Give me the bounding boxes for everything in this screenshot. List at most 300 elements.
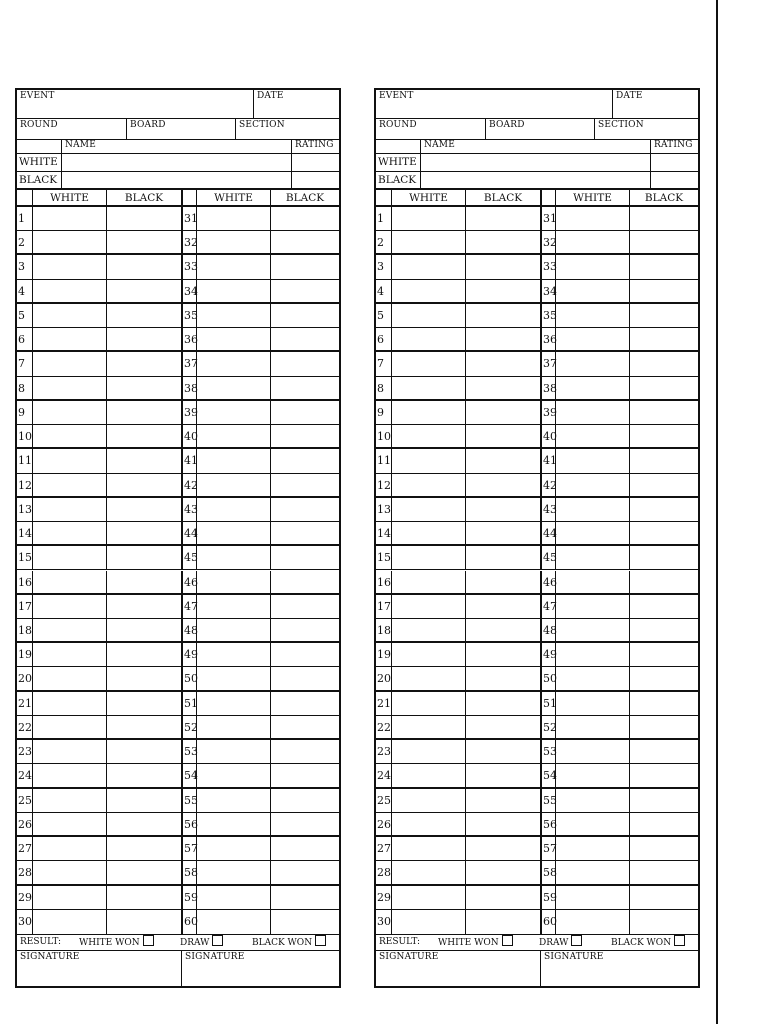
black-move-cell[interactable] xyxy=(629,231,698,253)
white-move-cell[interactable] xyxy=(32,401,106,424)
white-move-cell[interactable] xyxy=(555,667,629,689)
white-signature-field[interactable] xyxy=(376,951,540,986)
white-move-cell[interactable] xyxy=(555,886,629,909)
black-move-cell[interactable] xyxy=(270,449,339,472)
black-move-cell[interactable] xyxy=(629,498,698,521)
black-move-cell[interactable] xyxy=(465,910,540,934)
move-number: 28 xyxy=(18,866,32,880)
black-move-cell[interactable] xyxy=(270,910,339,934)
black-name-field[interactable] xyxy=(420,172,650,188)
black-move-cell[interactable] xyxy=(270,619,339,641)
white-move-cell[interactable] xyxy=(391,207,465,230)
black-col-header-1: BLACK xyxy=(106,190,181,205)
black-signature-field[interactable] xyxy=(540,951,698,986)
white-move-cell[interactable] xyxy=(196,813,270,835)
white-move-cell[interactable] xyxy=(391,764,465,786)
move-number: 52 xyxy=(181,716,196,738)
white-move-cell[interactable] xyxy=(555,449,629,472)
white-won-option[interactable] xyxy=(79,935,154,950)
black-move-cell[interactable] xyxy=(106,449,181,472)
black-move-cell[interactable] xyxy=(629,667,698,689)
white-move-cell[interactable] xyxy=(196,595,270,618)
white-move-cell[interactable] xyxy=(196,667,270,689)
white-move-cell[interactable] xyxy=(32,328,106,350)
black-move-cell[interactable] xyxy=(629,643,698,666)
white-move-cell[interactable] xyxy=(196,352,270,375)
white-move-cell[interactable] xyxy=(196,740,270,763)
black-move-cell[interactable] xyxy=(629,619,698,641)
white-move-cell[interactable] xyxy=(555,764,629,786)
black-move-cell[interactable] xyxy=(465,425,540,447)
white-move-cell[interactable] xyxy=(196,522,270,544)
white-move-cell[interactable] xyxy=(555,643,629,666)
white-move-cell[interactable] xyxy=(555,910,629,934)
white-move-cell[interactable] xyxy=(555,789,629,812)
black-move-cell[interactable] xyxy=(106,207,181,230)
move-number: 6 xyxy=(377,333,384,347)
black-won-option[interactable] xyxy=(611,935,685,950)
draw-checkbox[interactable] xyxy=(571,935,582,946)
event-row xyxy=(376,90,698,119)
white-move-cell[interactable] xyxy=(32,425,106,447)
white-move-cell[interactable] xyxy=(391,425,465,447)
white-move-cell[interactable] xyxy=(391,886,465,909)
move-number: 31 xyxy=(540,207,555,230)
move-number: 32 xyxy=(540,231,555,253)
white-move-cell[interactable] xyxy=(391,813,465,835)
black-move-cell[interactable] xyxy=(629,789,698,812)
black-move-cell[interactable] xyxy=(106,304,181,327)
black-move-cell[interactable] xyxy=(270,207,339,230)
black-won-option[interactable] xyxy=(252,935,326,950)
white-move-cell[interactable] xyxy=(555,692,629,715)
black-move-cell[interactable] xyxy=(270,546,339,569)
black-won-checkbox[interactable] xyxy=(674,935,685,946)
white-move-cell[interactable] xyxy=(196,304,270,327)
round-field[interactable] xyxy=(17,119,126,139)
black-move-cell[interactable] xyxy=(465,280,540,302)
event-field[interactable] xyxy=(17,90,253,118)
white-move-cell[interactable] xyxy=(32,231,106,253)
black-rating-field[interactable] xyxy=(650,172,698,188)
black-move-cell[interactable] xyxy=(629,716,698,738)
black-move-cell[interactable] xyxy=(106,595,181,618)
black-player-label: BLACK xyxy=(378,174,417,186)
white-move-cell[interactable] xyxy=(32,304,106,327)
white-move-cell[interactable] xyxy=(555,425,629,447)
black-move-cell[interactable] xyxy=(106,328,181,350)
white-move-cell[interactable] xyxy=(196,643,270,666)
white-move-cell[interactable] xyxy=(32,789,106,812)
white-move-cell[interactable] xyxy=(391,377,465,399)
black-won-checkbox[interactable] xyxy=(315,935,326,946)
white-move-cell[interactable] xyxy=(32,377,106,399)
black-move-cell[interactable] xyxy=(270,764,339,786)
white-move-cell[interactable] xyxy=(32,449,106,472)
white-move-cell[interactable] xyxy=(391,861,465,883)
move-row xyxy=(17,231,339,255)
black-move-cell[interactable] xyxy=(270,813,339,835)
white-rating-field[interactable] xyxy=(650,154,698,171)
white-move-cell[interactable] xyxy=(555,255,629,278)
white-move-cell[interactable] xyxy=(196,716,270,738)
move-row xyxy=(376,886,698,910)
round-field[interactable] xyxy=(376,119,485,139)
black-move-cell[interactable] xyxy=(465,861,540,883)
white-move-cell[interactable] xyxy=(391,546,465,569)
white-move-cell[interactable] xyxy=(196,207,270,230)
white-move-cell[interactable] xyxy=(391,716,465,738)
black-move-cell[interactable] xyxy=(270,740,339,763)
black-move-cell[interactable] xyxy=(270,716,339,738)
white-move-cell[interactable] xyxy=(391,595,465,618)
white-move-cell[interactable] xyxy=(196,546,270,569)
black-move-cell[interactable] xyxy=(106,280,181,302)
black-move-cell[interactable] xyxy=(465,571,540,593)
black-move-cell[interactable] xyxy=(465,692,540,715)
white-move-cell[interactable] xyxy=(555,571,629,593)
black-move-cell[interactable] xyxy=(465,522,540,544)
black-move-cell[interactable] xyxy=(629,910,698,934)
white-move-cell[interactable] xyxy=(32,619,106,641)
white-move-cell[interactable] xyxy=(196,425,270,447)
black-move-cell[interactable] xyxy=(106,231,181,253)
black-move-cell[interactable] xyxy=(270,522,339,544)
white-move-cell[interactable] xyxy=(555,377,629,399)
black-move-cell[interactable] xyxy=(465,328,540,350)
white-move-cell[interactable] xyxy=(196,619,270,641)
black-move-cell[interactable] xyxy=(270,474,339,496)
black-move-cell[interactable] xyxy=(106,692,181,715)
white-move-cell[interactable] xyxy=(555,716,629,738)
section-field[interactable] xyxy=(594,119,698,139)
white-move-cell[interactable] xyxy=(32,352,106,375)
move-number: 56 xyxy=(540,813,555,835)
black-move-cell[interactable] xyxy=(465,837,540,860)
black-move-cell[interactable] xyxy=(270,498,339,521)
black-move-cell[interactable] xyxy=(270,692,339,715)
black-move-cell[interactable] xyxy=(270,401,339,424)
move-number: 43 xyxy=(540,498,555,521)
white-move-cell[interactable] xyxy=(196,401,270,424)
black-move-cell[interactable] xyxy=(465,449,540,472)
move-number: 14 xyxy=(18,527,32,541)
white-move-cell[interactable] xyxy=(32,861,106,883)
black-move-cell[interactable] xyxy=(270,861,339,883)
white-move-cell[interactable] xyxy=(391,474,465,496)
white-move-cell[interactable] xyxy=(391,619,465,641)
white-move-cell[interactable] xyxy=(391,643,465,666)
move-row xyxy=(376,231,698,255)
white-move-cell[interactable] xyxy=(555,813,629,835)
black-move-cell[interactable] xyxy=(106,255,181,278)
black-move-cell[interactable] xyxy=(270,255,339,278)
black-move-cell[interactable] xyxy=(465,619,540,641)
white-move-cell[interactable] xyxy=(555,546,629,569)
black-move-cell[interactable] xyxy=(106,352,181,375)
black-move-cell[interactable] xyxy=(106,425,181,447)
white-name-field[interactable] xyxy=(420,154,650,171)
white-move-cell[interactable] xyxy=(391,910,465,934)
white-move-cell[interactable] xyxy=(196,449,270,472)
white-move-cell[interactable] xyxy=(196,474,270,496)
white-move-cell[interactable] xyxy=(32,692,106,715)
black-move-cell[interactable] xyxy=(629,449,698,472)
black-move-cell[interactable] xyxy=(629,740,698,763)
white-move-cell[interactable] xyxy=(555,231,629,253)
draw-option[interactable] xyxy=(180,935,223,950)
board-field[interactable] xyxy=(485,119,594,139)
move-number: 30 xyxy=(18,914,32,928)
black-move-cell[interactable] xyxy=(106,837,181,860)
white-move-cell[interactable] xyxy=(196,498,270,521)
move-number: 8 xyxy=(377,381,384,395)
white-move-cell[interactable] xyxy=(555,401,629,424)
white-move-cell[interactable] xyxy=(391,667,465,689)
white-rating-field[interactable] xyxy=(291,154,339,171)
white-move-cell[interactable] xyxy=(32,498,106,521)
white-move-cell[interactable] xyxy=(391,571,465,593)
black-move-cell[interactable] xyxy=(106,498,181,521)
column-header-row xyxy=(376,190,698,207)
black-move-cell[interactable] xyxy=(629,280,698,302)
white-move-cell[interactable] xyxy=(32,837,106,860)
white-move-cell[interactable] xyxy=(196,789,270,812)
black-move-cell[interactable] xyxy=(106,571,181,593)
black-move-cell[interactable] xyxy=(270,352,339,375)
black-move-cell[interactable] xyxy=(465,255,540,278)
black-move-cell[interactable] xyxy=(106,643,181,666)
black-move-cell[interactable] xyxy=(270,280,339,302)
white-move-cell[interactable] xyxy=(391,280,465,302)
black-move-cell[interactable] xyxy=(465,740,540,763)
move-number: 2 xyxy=(377,236,384,250)
white-move-cell[interactable] xyxy=(555,498,629,521)
white-move-cell[interactable] xyxy=(196,280,270,302)
white-move-cell[interactable] xyxy=(32,716,106,738)
draw-checkbox[interactable] xyxy=(212,935,223,946)
black-move-cell[interactable] xyxy=(106,522,181,544)
white-move-cell[interactable] xyxy=(32,207,106,230)
white-won-label: WHITE WON xyxy=(79,938,140,948)
black-name-field[interactable] xyxy=(61,172,291,188)
white-move-cell[interactable] xyxy=(196,837,270,860)
white-move-cell[interactable] xyxy=(555,522,629,544)
black-move-cell[interactable] xyxy=(629,595,698,618)
white-move-cell[interactable] xyxy=(391,837,465,860)
black-move-cell[interactable] xyxy=(629,328,698,350)
white-move-cell[interactable] xyxy=(555,837,629,860)
black-move-cell[interactable] xyxy=(106,716,181,738)
black-move-cell[interactable] xyxy=(270,377,339,399)
white-move-cell[interactable] xyxy=(555,304,629,327)
white-move-cell[interactable] xyxy=(555,207,629,230)
black-move-cell[interactable] xyxy=(629,886,698,909)
black-move-cell[interactable] xyxy=(629,255,698,278)
black-move-cell[interactable] xyxy=(465,377,540,399)
black-move-cell[interactable] xyxy=(270,667,339,689)
black-move-cell[interactable] xyxy=(465,813,540,835)
white-move-cell[interactable] xyxy=(32,595,106,618)
section-field[interactable] xyxy=(235,119,339,139)
white-won-checkbox[interactable] xyxy=(502,935,513,946)
white-move-cell[interactable] xyxy=(32,280,106,302)
white-move-cell[interactable] xyxy=(32,255,106,278)
black-move-cell[interactable] xyxy=(270,789,339,812)
black-signature-label: SIGNATURE xyxy=(544,952,604,962)
black-move-cell[interactable] xyxy=(106,740,181,763)
black-move-cell[interactable] xyxy=(270,425,339,447)
board-field[interactable] xyxy=(126,119,235,139)
black-move-cell[interactable] xyxy=(629,837,698,860)
black-signature-field[interactable] xyxy=(181,951,339,986)
white-move-cell[interactable] xyxy=(32,546,106,569)
black-move-cell[interactable] xyxy=(465,207,540,230)
white-signature-field[interactable] xyxy=(17,951,181,986)
white-move-cell[interactable] xyxy=(196,231,270,253)
black-move-cell[interactable] xyxy=(106,910,181,934)
black-move-cell[interactable] xyxy=(465,667,540,689)
black-move-cell[interactable] xyxy=(270,328,339,350)
black-move-cell[interactable] xyxy=(465,595,540,618)
black-move-cell[interactable] xyxy=(465,643,540,666)
black-move-cell[interactable] xyxy=(270,571,339,593)
black-move-cell[interactable] xyxy=(106,789,181,812)
white-move-cell[interactable] xyxy=(32,764,106,786)
black-move-cell[interactable] xyxy=(106,377,181,399)
date-field[interactable] xyxy=(612,90,698,118)
move-number: 1 xyxy=(377,212,384,225)
white-move-cell[interactable] xyxy=(196,377,270,399)
black-move-cell[interactable] xyxy=(629,813,698,835)
black-move-cell[interactable] xyxy=(629,546,698,569)
black-move-cell[interactable] xyxy=(629,764,698,786)
white-move-cell[interactable] xyxy=(555,474,629,496)
white-won-checkbox[interactable] xyxy=(143,935,154,946)
black-move-cell[interactable] xyxy=(465,886,540,909)
move-number: 47 xyxy=(540,595,555,618)
white-move-cell[interactable] xyxy=(391,255,465,278)
black-move-cell[interactable] xyxy=(465,498,540,521)
white-move-cell[interactable] xyxy=(391,401,465,424)
black-move-cell[interactable] xyxy=(465,716,540,738)
black-move-cell[interactable] xyxy=(465,789,540,812)
black-move-cell[interactable] xyxy=(465,304,540,327)
black-move-cell[interactable] xyxy=(465,231,540,253)
black-move-cell[interactable] xyxy=(629,425,698,447)
black-move-cell[interactable] xyxy=(629,304,698,327)
white-move-cell[interactable] xyxy=(555,595,629,618)
black-move-cell[interactable] xyxy=(629,352,698,375)
black-move-cell[interactable] xyxy=(629,401,698,424)
black-move-cell[interactable] xyxy=(106,619,181,641)
black-move-cell[interactable] xyxy=(465,474,540,496)
black-move-cell[interactable] xyxy=(629,474,698,496)
black-move-cell[interactable] xyxy=(629,522,698,544)
white-move-cell[interactable] xyxy=(32,740,106,763)
white-move-cell[interactable] xyxy=(32,522,106,544)
black-move-cell[interactable] xyxy=(270,643,339,666)
black-move-cell[interactable] xyxy=(270,231,339,253)
white-move-cell[interactable] xyxy=(391,498,465,521)
move-number: 2 xyxy=(18,236,25,250)
white-move-cell[interactable] xyxy=(555,328,629,350)
white-move-cell[interactable] xyxy=(391,231,465,253)
black-move-cell[interactable] xyxy=(270,837,339,860)
black-move-cell[interactable] xyxy=(270,595,339,618)
black-move-cell[interactable] xyxy=(106,667,181,689)
black-move-cell[interactable] xyxy=(270,886,339,909)
white-move-cell[interactable] xyxy=(196,328,270,350)
white-move-cell[interactable] xyxy=(32,474,106,496)
date-label: DATE xyxy=(257,91,284,101)
black-move-cell[interactable] xyxy=(629,377,698,399)
white-move-cell[interactable] xyxy=(391,789,465,812)
round-label: ROUND xyxy=(20,120,58,130)
white-move-cell[interactable] xyxy=(555,619,629,641)
black-move-cell[interactable] xyxy=(465,352,540,375)
white-move-cell[interactable] xyxy=(196,886,270,909)
white-move-cell[interactable] xyxy=(32,571,106,593)
white-move-cell[interactable] xyxy=(391,740,465,763)
white-name-field[interactable] xyxy=(61,154,291,171)
black-move-cell[interactable] xyxy=(106,886,181,909)
white-move-cell[interactable] xyxy=(32,886,106,909)
date-field[interactable] xyxy=(253,90,339,118)
black-move-cell[interactable] xyxy=(106,861,181,883)
white-move-cell[interactable] xyxy=(391,449,465,472)
white-move-cell[interactable] xyxy=(32,667,106,689)
white-move-cell[interactable] xyxy=(196,910,270,934)
black-move-cell[interactable] xyxy=(629,861,698,883)
white-move-cell[interactable] xyxy=(196,764,270,786)
white-move-cell[interactable] xyxy=(555,861,629,883)
move-number: 11 xyxy=(18,454,32,468)
black-move-cell[interactable] xyxy=(465,401,540,424)
white-move-cell[interactable] xyxy=(196,692,270,715)
black-rating-field[interactable] xyxy=(291,172,339,188)
black-move-cell[interactable] xyxy=(270,304,339,327)
black-move-cell[interactable] xyxy=(465,764,540,786)
white-move-cell[interactable] xyxy=(391,522,465,544)
white-move-cell[interactable] xyxy=(555,352,629,375)
black-move-cell[interactable] xyxy=(465,546,540,569)
white-move-cell[interactable] xyxy=(196,571,270,593)
white-won-option[interactable] xyxy=(438,935,513,950)
white-move-cell[interactable] xyxy=(32,643,106,666)
event-field[interactable] xyxy=(376,90,612,118)
white-move-cell[interactable] xyxy=(555,740,629,763)
black-move-cell[interactable] xyxy=(106,474,181,496)
black-move-cell[interactable] xyxy=(106,546,181,569)
white-move-cell[interactable] xyxy=(32,813,106,835)
white-move-cell[interactable] xyxy=(555,280,629,302)
white-move-cell[interactable] xyxy=(391,352,465,375)
black-move-cell[interactable] xyxy=(106,401,181,424)
black-move-cell[interactable] xyxy=(106,813,181,835)
black-move-cell[interactable] xyxy=(106,764,181,786)
white-move-cell[interactable] xyxy=(391,304,465,327)
black-move-cell[interactable] xyxy=(629,692,698,715)
white-move-cell[interactable] xyxy=(32,910,106,934)
white-move-cell[interactable] xyxy=(196,861,270,883)
black-move-cell[interactable] xyxy=(629,207,698,230)
white-move-cell[interactable] xyxy=(196,255,270,278)
black-move-cell[interactable] xyxy=(629,571,698,593)
draw-option[interactable] xyxy=(539,935,582,950)
white-move-cell[interactable] xyxy=(391,692,465,715)
white-move-cell[interactable] xyxy=(391,328,465,350)
